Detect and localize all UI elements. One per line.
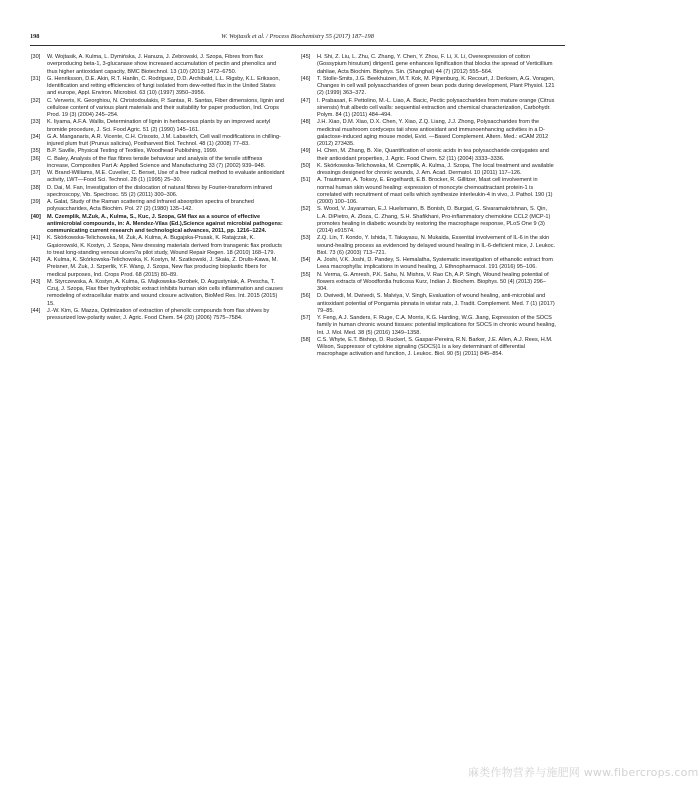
reference-text: H. Shi, Z. Liu, L. Zhu, C. Zhang, Y. Chen, Y. Zhou, F. Li, X. Li, Overexpression of cotton (Gossypium hirsutum) dirigent1 gene enhances lignification that blocks the spread of Verticillium dahliae, Acta Biochim. Biophys. Sin. (Shanghai) 44 (7) (2012) 555–564. <box>317 54 553 75</box>
reference-text: J.H. Xiao, D.M. Xiao, D.X. Chen, Y. Xiao, Z.Q. Liang, J.J. Zhong, Polysaccharides from the medicinal mushroom cordyceps taii show antioxidant and immunoenhancing activities in a D-galactose-induced aging mouse model, Evid. —Based Complement. Altern. Med.: eCAM 2012 (2012) 273435. <box>317 119 549 147</box>
reference-number: [31] <box>31 75 41 82</box>
reference-item <box>301 119 556 148</box>
reference-item <box>31 134 286 149</box>
reference-text: A. Joshi, V.K. Joshi, D. Pandey, S. Hemalatha, Systematic investigation of ethanolic extract from Leea macrophylla: implications in wound healing, J. Ethnopharmacol. 191 (2016) 95–106. <box>317 257 553 271</box>
reference-number: [30] <box>31 54 41 60</box>
reference-number: [50] <box>301 162 311 169</box>
reference-text: K. Skórkowska-Telichowska, M. Czemplik, A. Kulma, J. Szopa, The local treatment and available dressings designed for chronic wounds, J. Am. Acad. Dermatol. 10 (2011) 117–126. <box>317 162 554 176</box>
reference-text: Y. Feng, A.J. Sanders, F. Ruge, C.A. Morris, K.G. Harding, W.G. Jiang, Expression of the SOCS family in human chronic wound tissues: potential implications for SOCS in chronic wound healing, Int. J. Mol. Med. 38 (5) (2016) 1349–1358. <box>317 315 556 336</box>
reference-number: [56] <box>301 293 311 300</box>
reference-item <box>31 98 286 120</box>
reference-number: [58] <box>301 336 311 343</box>
reference-item <box>31 199 286 214</box>
reference-text: D. Dwivedi, M. Dwivedi, S. Malviya, V. Singh, Evaluation of wound healing, anti-microbial and antioxidant potential of Pongamia pinnata in wistar rats, J. Tradit. Complement. Med. 7 (1) (2017) 79–85. <box>317 293 555 314</box>
reference-number: [52] <box>301 206 311 213</box>
references-right-column <box>301 54 556 359</box>
reference-item <box>31 148 286 155</box>
reference-item <box>31 257 286 279</box>
reference-number: [53] <box>301 235 311 242</box>
reference-item <box>301 177 556 206</box>
reference-text: A. Trautmann, A. Toksoy, E. Engelhardt, E.B. Brocker, R. Gillitzer, Mast cell involvement in normal human skin wound healing: expression of monocyte chemoattractant protein-1 is correlated with recruitment of mast cells which synthesize interleukin-4 in vivo, J. Pathol. 190 (1) (2000) 100–106. <box>317 177 553 205</box>
reference-number: [48] <box>301 119 311 126</box>
reference-item <box>301 257 556 272</box>
reference-number: [49] <box>301 148 311 155</box>
reference-number: [55] <box>301 271 311 278</box>
reference-text: S. Wood, V. Jayaraman, E.J. Huelsmann, B. Bonish, D. Burgad, G. Sivaramakrishnan, S. Qin, L.A. DiPietro, A. Zloza, C. Zhang, S.H. Shafikhani, Pro-inflammatory chemokine CCL2 (MCP-1) promotes healing in diabetic wounds by restoring the macrophage response, PLoS One 9 (3) (2014) e91574. <box>317 206 551 234</box>
references-left-column <box>31 54 286 322</box>
reference-item <box>301 315 556 337</box>
watermark: 麻类作物营养与施肥网 www.fibercrops.com <box>468 766 699 779</box>
reference-text: J.-W. Kim, G. Mazza, Optimization of extraction of phenolic compounds from flax shives by pressurized low-polarity water, J. Agric. Food Chem. 54 (20) (2006) 7575–7584. <box>47 307 270 321</box>
reference-number: [45] <box>301 54 311 60</box>
page-header <box>30 33 565 45</box>
reference-text: D. Dai, M. Fan, Investigation of the dislocation of natural fibres by Fourier-transform infrared spectroscopy, Vib. Spectrosc. 55 (2) (2011) 300–306. <box>47 184 273 198</box>
reference-text: N. Verma, G. Amresh, P.K. Sahu, N. Mishra, V. Rao Ch, A.P. Singh, Wound healing potential of flowers extracts of Woodfordia fruticosa Kurz, Indian J. Biochem. Biophys. 50 (4) (2013) 296–304. <box>317 271 549 292</box>
reference-number: [35] <box>31 148 41 155</box>
reference-item <box>31 308 286 323</box>
reference-item <box>31 119 286 134</box>
reference-item <box>301 337 556 359</box>
reference-number: [34] <box>31 133 41 140</box>
reference-text: G. Henriksson, D.E. Akin, R.T. Hanlin, C. Rodriguez, D.D. Archibald, L.L. Rigsby, K.L. Eriksson, Identification and retting efficiencies of fungi isolated from dew-retted flax in the United States and europe, Appl. Environ. Microbiol. 63 (10) (1997) 3950–3956. <box>47 75 280 97</box>
reference-text: C. Ververis, K. Georghiou, N. Christodoulakis, P. Santas, R. Santas, Fiber dimensions, lignin and cellulose content of various plant materials and their suitability for paper production, Ind. Crops Prod. 19 (3) (2004) 245–254. <box>47 97 284 118</box>
reference-item <box>301 293 556 315</box>
reference-number: [47] <box>301 97 311 104</box>
reference-number: [36] <box>31 155 41 162</box>
reference-text: K. Skórkowska-Telichowska, M. Żuk, A. Kulma, A. Bugajska-Prusak, K. Ratajczak, K. Gąsiorowski, K. Kostyn, J. Szopa, New dressing materials derived from transgenic flax products to treat long-standing venous ulcers?a pilot study, Wound Repair Regen. 18 (2010) 168–179. <box>47 235 282 256</box>
reference-text: A. Galat, Study of the Raman scattering and infrared absorption spectra of branched polysaccharides, Acta Biochim. Pol. 27 (2) (1980) 135–142. <box>47 199 254 213</box>
reference-number: [43] <box>31 278 41 285</box>
reference-number: [44] <box>31 307 41 314</box>
reference-number: [46] <box>301 75 311 82</box>
reference-item <box>301 148 556 163</box>
reference-item <box>31 156 286 171</box>
reference-text: C.S. Whyte, E.T. Bishop, D. Ruckerl, S. Gaspar-Pereira, R.N. Barker, J.E. Allen, A.J. Rees, H.M. Wilson, Suppressor of cytokine signaling (SOCS)1 is a key determinant of differential macrophage activation and function, J. Leukoc. Biol. 90 (5) (2011) 845–854. <box>317 336 553 358</box>
reference-item <box>31 235 286 257</box>
reference-number: [38] <box>31 184 41 191</box>
reference-item <box>31 279 286 308</box>
reference-item <box>31 54 286 76</box>
reference-item <box>301 76 556 98</box>
reference-item <box>31 185 286 200</box>
reference-item <box>301 272 556 294</box>
reference-item <box>301 54 556 76</box>
reference-text: A. Kulma, K. Skórkowska-Telichowska, K. Kostyn, M. Szatkowski, J. Skała, Z. Drulis-Kawa, M. Preisner, M. Żuk, J. Szperlik, Y.F. Wang, J. Szopa, New flax producing bioplastic fibers for medical purposes, Ind. Crops Prod. 68 (2015) 80–89. <box>47 257 278 278</box>
reference-number: [41] <box>31 235 41 242</box>
header-rule <box>30 45 565 46</box>
reference-number: [33] <box>31 119 41 126</box>
reference-text: M. Czemplik, M.Zuk, A., Kulma, S., Kuc, J. Szopa, GM flax as a source of effective antimicrobial compounds, in: A. Mendez-Vilas (Ed.),Science against microbial pathogens: communicating current research and technological advances, 2011, pp. 1216–1224. <box>47 213 283 234</box>
reference-text: I. Prabasari, F. Pettolino, M.-L. Liao, A. Bacic, Pectic polysaccharides from mature orange (Citrus sinensis) fruit albedo cell walls: sequential extraction and chemical characterization, Carbohydr. Polym. 84 (1) (2011) 484–494. <box>317 97 555 118</box>
reference-number: [39] <box>31 199 41 205</box>
reference-item <box>301 98 556 120</box>
reference-number: [51] <box>301 177 311 184</box>
running-title: W. Wojtasik et al. / Process Biochemistry 55 (2017) 187–198 <box>221 33 374 40</box>
reference-text: W. Brand-Williams, M.E. Cuvelier, C. Berset, Use of a free radical method to evaluate antioxidant activity, LWT—Food Sci. Technol. 28 (1) (1995) 25–30. <box>47 170 285 184</box>
reference-item <box>301 163 556 178</box>
reference-item <box>301 235 556 257</box>
reference-item <box>301 206 556 235</box>
reference-item <box>31 170 286 185</box>
reference-item <box>31 76 286 98</box>
reference-text: T. Stolle-Smits, J.G. Beekhuizen, M.T. Kok, M. Pijnenburg, K. Recourt, J. Derksen, A.G. Voragen, Changes in cell wall polysaccharides of green bean pods during development, Plant Physiol. 121 (2) (1999) 363–372. <box>317 75 555 97</box>
reference-number: [40] <box>31 213 41 220</box>
reference-text: G.A. Manganaris, A.R. Vicente, C.H. Crisosto, J.M. Labavitch, Cell wall modifications in chilling-injured plum fruit (Prunus salicina), Postharvest Biol. Technol. 48 (1) (2008) 77–83. <box>47 133 281 147</box>
reference-number: [42] <box>31 257 41 263</box>
reference-text: K. Iiyama, A.F.A. Wallis, Determination of lignin in herbaceous plants by an improved acetyl bromide procedure, J. Sci. Food Agric. 51 (2) (1990) 145–161. <box>47 119 271 133</box>
reference-text: Z.Q. Lin, T. Kondo, Y. Ishida, T. Takayasu, N. Mukaida, Essential involvement of IL-6 in the skin wound-healing process as evidenced by delayed wound healing in IL-6-deficient mice, J. Leukoc. Biol. 73 (6) (2003) 713–721. <box>317 235 556 256</box>
reference-text: C. Baley, Analysis of the flax fibres tensile behaviour and analysis of the tensile stiffness increase, Composites Part A: Applied Science and Manufacturing 33 (7) (2002) 939–948. <box>47 155 266 169</box>
reference-text: B.P. Saville, Physical Testing of Textiles, Woodhead Publishing, 1999. <box>47 148 218 155</box>
reference-text: M. Styrczewska, A. Kostyn, A. Kulma, G. Majkowska-Skrobek, D. Augustyniak, A. Prescha, T. Czuj, J. Szopa, Flax fiber hydrophobic extract inhibits human skin cells inflammation and causes remodeling of extracellular matrix and wound closure activation, BioMed Res. Int. 2015 (2015) 15. <box>47 278 283 307</box>
reference-item <box>31 214 286 236</box>
reference-text: W. Wojtasik, A. Kulma, L. Dymińska, J. Hanuza, J. Zebrowski, J. Szopa, Fibres from flax overproducing beta-1, 3-glucanase show increased accumulation of pectin and phenolics and thus higher antioxidant capacity, BMC Biotechnol. 13 (10) (2013) 1472–6750. <box>47 54 277 75</box>
reference-number: [54] <box>301 257 311 263</box>
page-number: 198 <box>30 33 40 40</box>
reference-number: [37] <box>31 170 41 176</box>
reference-text: H. Chen, M. Zhang, B. Xie, Quantification of uronic acids in tea polysaccharide conjugates and their antioxidant properties, J. Agric. Food Chem. 52 (11) (2004) 3333–3336. <box>317 148 549 162</box>
reference-number: [32] <box>31 97 41 104</box>
reference-number: [57] <box>301 315 311 321</box>
